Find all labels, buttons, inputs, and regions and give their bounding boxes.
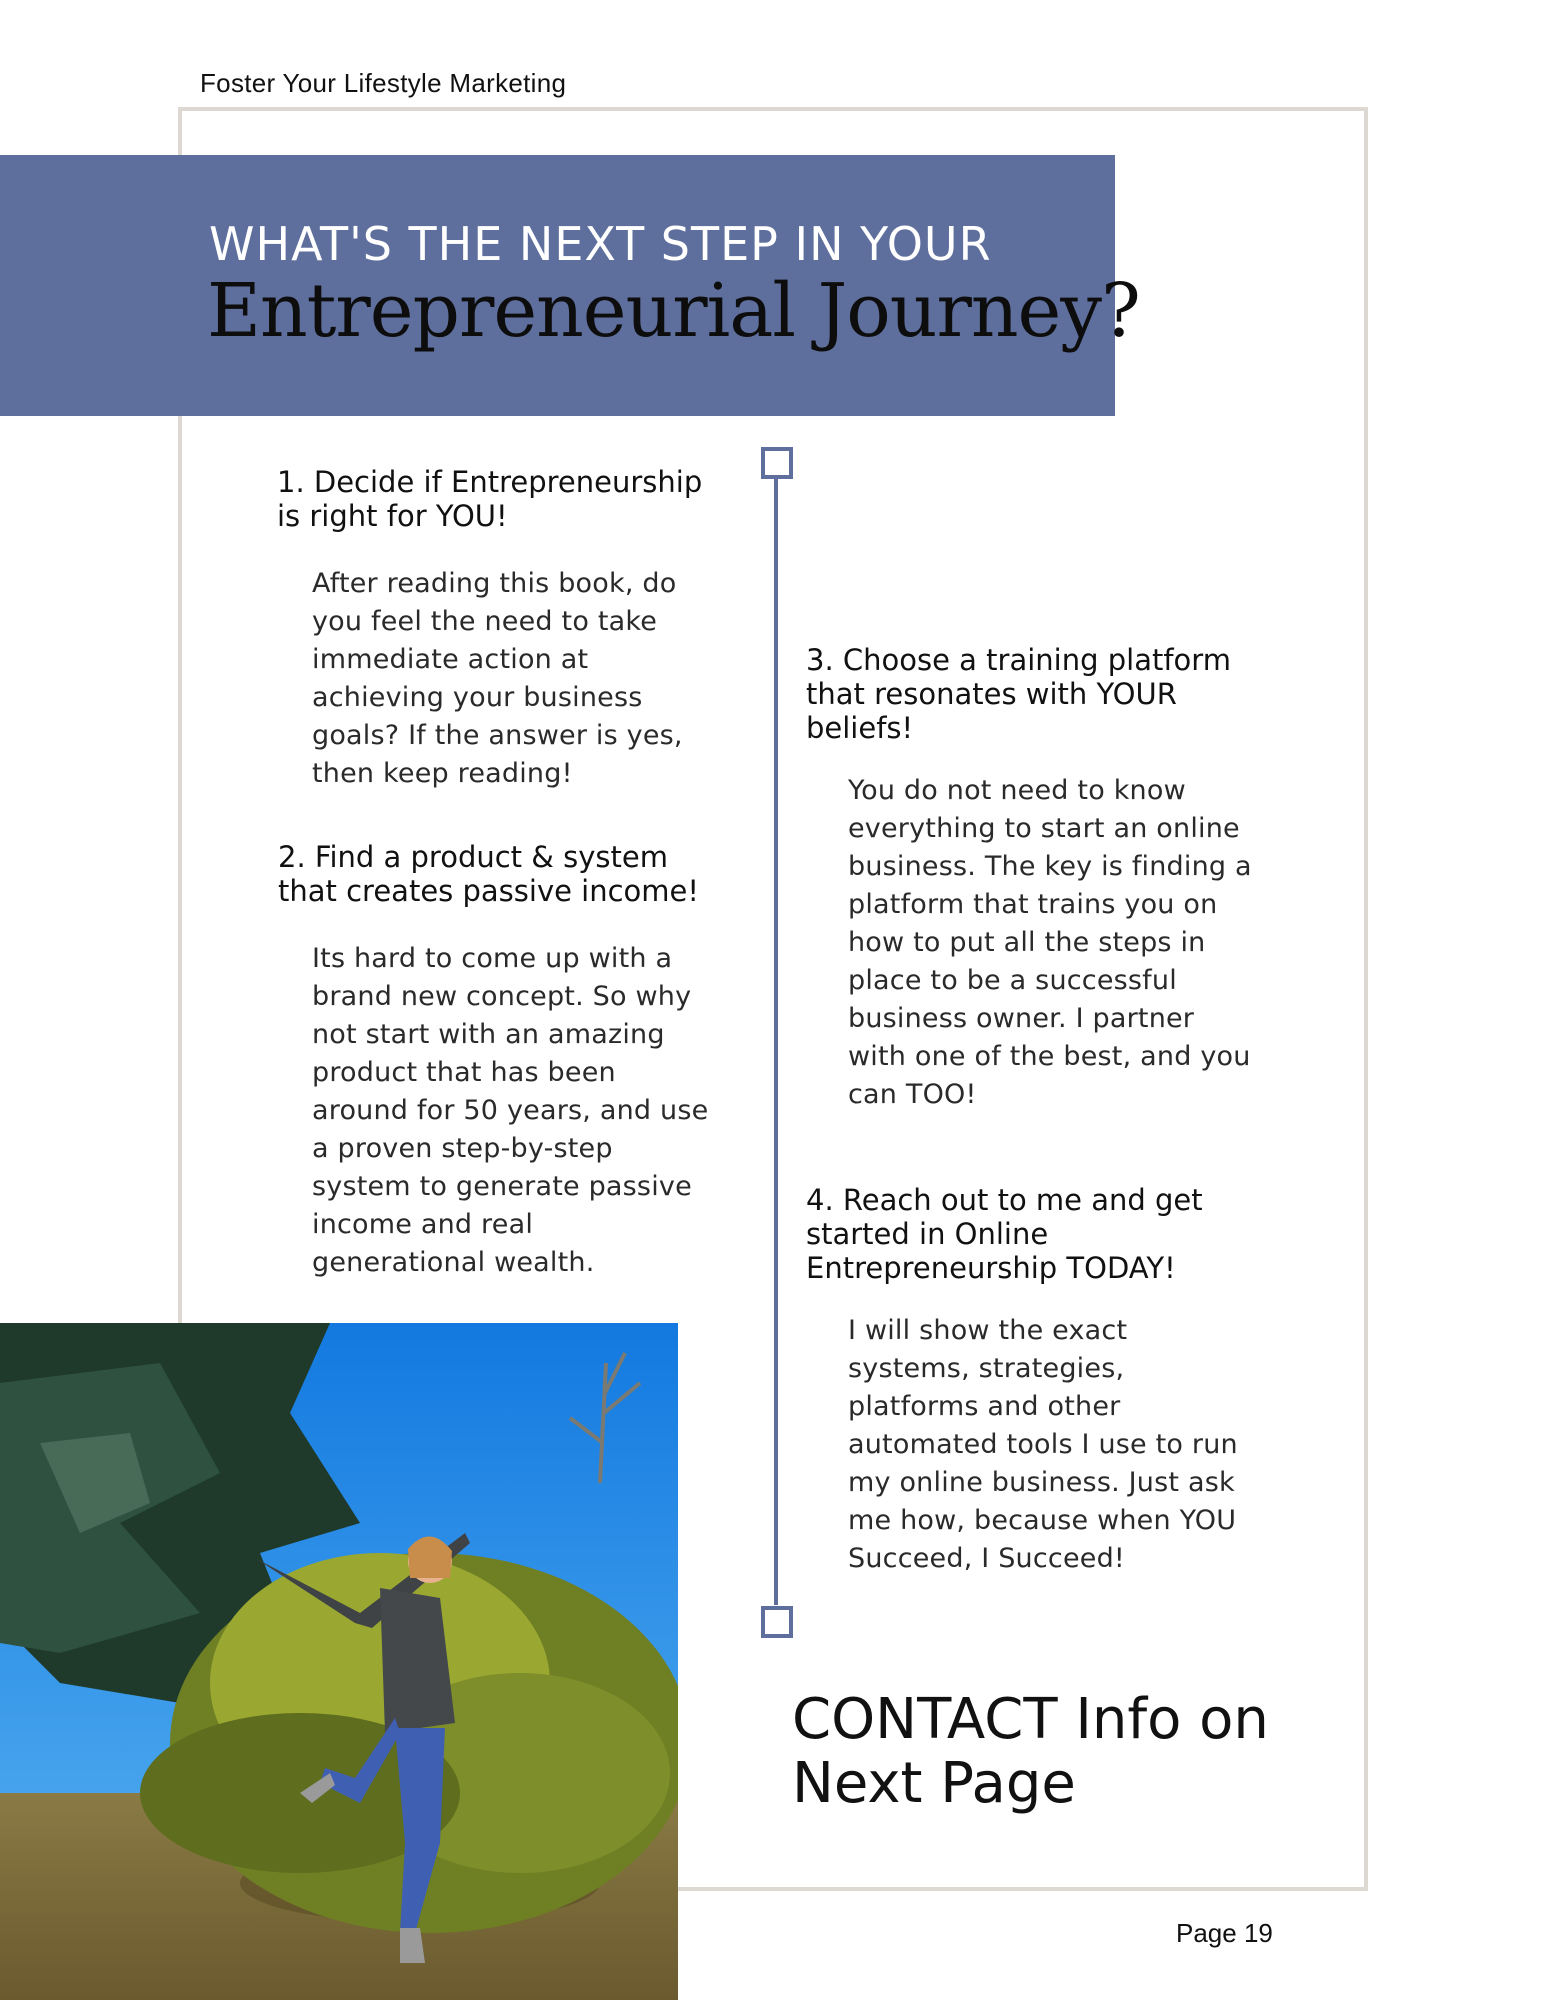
step-3-body: You do not need to know everything to start an online business. The key is finding a platform that trains you on how to put all the steps in place to be a successful business owner. I partner with one of the best, and you can TOO! xyxy=(848,775,1252,1110)
step-4-heading: 4. Reach out to me and get started in Online Entrepreneurship TODAY! xyxy=(806,1183,1203,1285)
step-1-body: After reading this book, do you feel the need to take immediate action at achieving your business goals? If the answer is yes, then keep reading! xyxy=(312,568,683,789)
title-line-1: WHAT'S THE NEXT STEP IN YOUR xyxy=(209,217,992,271)
step-3-heading: 3. Choose a training platform that resonates with YOUR beliefs! xyxy=(806,643,1231,745)
author-photo xyxy=(0,1323,678,2000)
step-2-body: Its hard to come up with a brand new concept. So why not start with an amazing product that has been around for 50 years, and use a proven step-by-step system to generate passive income and real generational wealth. xyxy=(312,943,709,1278)
step-4-body: I will show the exact systems, strategies, platforms and other automated tools I use to run my online business. Just ask me how, because when YOU Succeed, I Succeed! xyxy=(848,1315,1238,1574)
timeline-line xyxy=(774,475,778,1605)
title-line-2: Entrepreneurial Journey? xyxy=(207,268,1140,354)
timeline-end-marker xyxy=(761,1606,793,1638)
header-brand: Foster Your Lifestyle Marketing xyxy=(200,68,567,98)
page-number: Page 19 xyxy=(1176,1918,1273,1948)
timeline-start-marker xyxy=(761,447,793,479)
step-2-heading: 2. Find a product & system that creates passive income! xyxy=(278,840,700,908)
contact-callout: CONTACT Info on Next Page xyxy=(792,1687,1269,1816)
step-1-heading: 1. Decide if Entrepreneurship is right for YOU! xyxy=(277,465,703,533)
